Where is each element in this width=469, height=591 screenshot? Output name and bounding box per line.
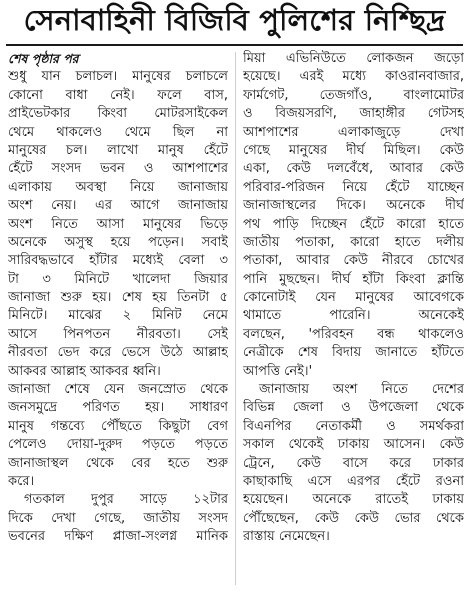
- left-line: জানাজাস্থল থেকে বের হতে শুরু: [8, 455, 228, 471]
- right-line: আপত্তি নেই।': [243, 363, 313, 379]
- left-line: মানুষ গন্তব্যে পৌঁছতে কিছুটা বেগ: [8, 418, 228, 434]
- right-line: পরিবার-পরিজন নিয়ে হেঁটে যাচ্ছেন: [243, 179, 464, 195]
- right-line: নেত্রীকে শেষ বিদায় জানাতে হাঁটতে: [243, 345, 464, 361]
- right-line: রাস্তায় নেমেছেন।: [243, 529, 330, 545]
- right-line: পানি মুছছেন। দীর্ঘ হাঁটা কিংবা ক্লান্তি: [243, 271, 464, 287]
- left-line: এলাকায় অবস্থা নিয়ে জানাজায়: [8, 179, 228, 195]
- right-line: ফার্মগেট, তেজগাঁও, বাংলামোটর: [243, 87, 464, 103]
- right-line: বিভিন্ন জেলা ও উপজেলা থেকে: [243, 400, 464, 416]
- right-line: ও বিজয়সরণি, জাহাঙ্গীর গেটসহ: [243, 106, 464, 122]
- left-line: থেমে থাকলেও থেমে ছিল না: [8, 124, 228, 140]
- left-line: কোনো বাধা নেই। ফলে বাস,: [8, 87, 228, 103]
- left-line: সারিবদ্ধভাবে হাঁটার মধ্যেই বেলা ৩: [8, 253, 228, 269]
- right-line: জানাজাস্থলের দিকে। অনেকে দীর্ঘ: [243, 198, 464, 214]
- right-line: হয়েছেন। অনেকে রাতেই ঢাকায়: [243, 492, 464, 508]
- right-paragraph-start: জানাজায় অংশ নিতে দেশের: [259, 382, 464, 398]
- left-line: দিকে দেখা গেছে, জাতীয় সংসদ: [8, 510, 228, 526]
- left-line: জনসমুদ্রে পরিণত হয়। সাধারণ: [8, 400, 228, 416]
- headline: সেনাবাহিনী বিজিবি পুলিশের নিশ্ছিদ্র: [23, 2, 446, 37]
- left-line: অংশ নেয়। এর আগে জানাজায়: [8, 198, 228, 214]
- left-line: শুধু যান চলাচল। মানুষের চলাচলে: [8, 69, 228, 85]
- right-line: সকাল থেকেই ঢাকায় আসেন। কেউ: [243, 437, 464, 453]
- right-line: পৌঁছেছেন, কেউ কেউ ভোর থেকে: [243, 510, 464, 526]
- left-line: ভবনের দক্ষিণ প্লাজা-সংলগ্ন মানিক: [8, 529, 228, 545]
- left-line: অংশ নিতে আসা মানুষের ভিড়ে: [8, 216, 228, 232]
- continuation-label: শেষ পৃষ্ঠার পর: [8, 51, 79, 66]
- left-paragraph-start: গতকাল দুপুর সাড়ে ১২টার: [24, 492, 228, 508]
- right-line: পথ পাড়ি দিচ্ছেন হেঁটে কারো হাতে: [243, 216, 464, 232]
- headline-rule: [6, 44, 463, 46]
- left-line: জানাজা শুরু হয়। শেষ হয় তিনটা ৫: [8, 290, 228, 306]
- left-line: হেঁটে সংসদ ভবন ও আশপাশের: [8, 161, 228, 177]
- left-line: টা ৩ মিনিটে খালেদা জিয়ার: [8, 271, 228, 287]
- right-line: গেছে মানুষের দীর্ঘ মিছিল। কেউ: [243, 142, 464, 158]
- right-line: জাতীয় পতাকা, কারো হাতে দলীয়: [243, 234, 464, 250]
- left-line: নীরবতা ভেদ করে ভেসে উঠে আল্লাহ: [8, 345, 228, 361]
- left-line: মিনিটে। মাঝের ২ মিনিট নেমে: [8, 308, 228, 324]
- left-line: জানাজা শেষে যেন জনস্রোত থেকে: [8, 382, 228, 398]
- right-line: আশপাশের এলাকাজুড়ে দেখা: [243, 124, 464, 140]
- right-line: একা, কেউ দলবেঁধে, আবার কেউ: [243, 161, 464, 177]
- right-line: থামাতে পারেনি। অনেকেই: [243, 308, 464, 324]
- right-line: কাছাকাছি এসে এরপর হেঁটে রওনা: [243, 473, 464, 489]
- right-line: পতাকা, আবার কেউ নীরবে চোখের: [243, 253, 464, 269]
- right-line: বলছেন, 'পরিবহন বন্ধ থাকলেও: [243, 326, 464, 342]
- left-line: আসে পিনপতন নীরবতা। সেই: [8, 326, 228, 342]
- right-line: ট্রেনে, কেউ বাসে করে ঢাকার: [243, 455, 464, 471]
- left-column: [8, 50, 228, 547]
- right-line: কোনোটাই যেন মানুষের আবেগকে: [243, 290, 464, 306]
- right-line: মিয়া এভিনিউতে লোকজন জড়ো: [243, 51, 464, 66]
- right-line: বিএনপির নেতাকর্মী ও সমর্থকরা: [243, 418, 464, 434]
- left-line: পেলেও দোয়া-দুরুদ পড়তে পড়তে: [8, 437, 228, 453]
- column-divider: [235, 52, 236, 585]
- right-line: হয়েছে। এরই মধ্যে কাওরানবাজার,: [243, 69, 464, 85]
- left-line: করে।: [8, 473, 35, 489]
- left-line: প্রাইভেটকার কিংবা মোটরসাইকেল: [8, 106, 228, 122]
- left-line: অনেকে অসুস্থ হয়ে পড়েন। সবাই: [8, 234, 228, 250]
- left-line: মানুষের চল। লাখো মানুষ হেঁটে: [8, 142, 228, 158]
- left-line: আকবর আল্লাহ আকবর ধ্বনি।: [8, 363, 161, 379]
- right-column: [243, 50, 464, 547]
